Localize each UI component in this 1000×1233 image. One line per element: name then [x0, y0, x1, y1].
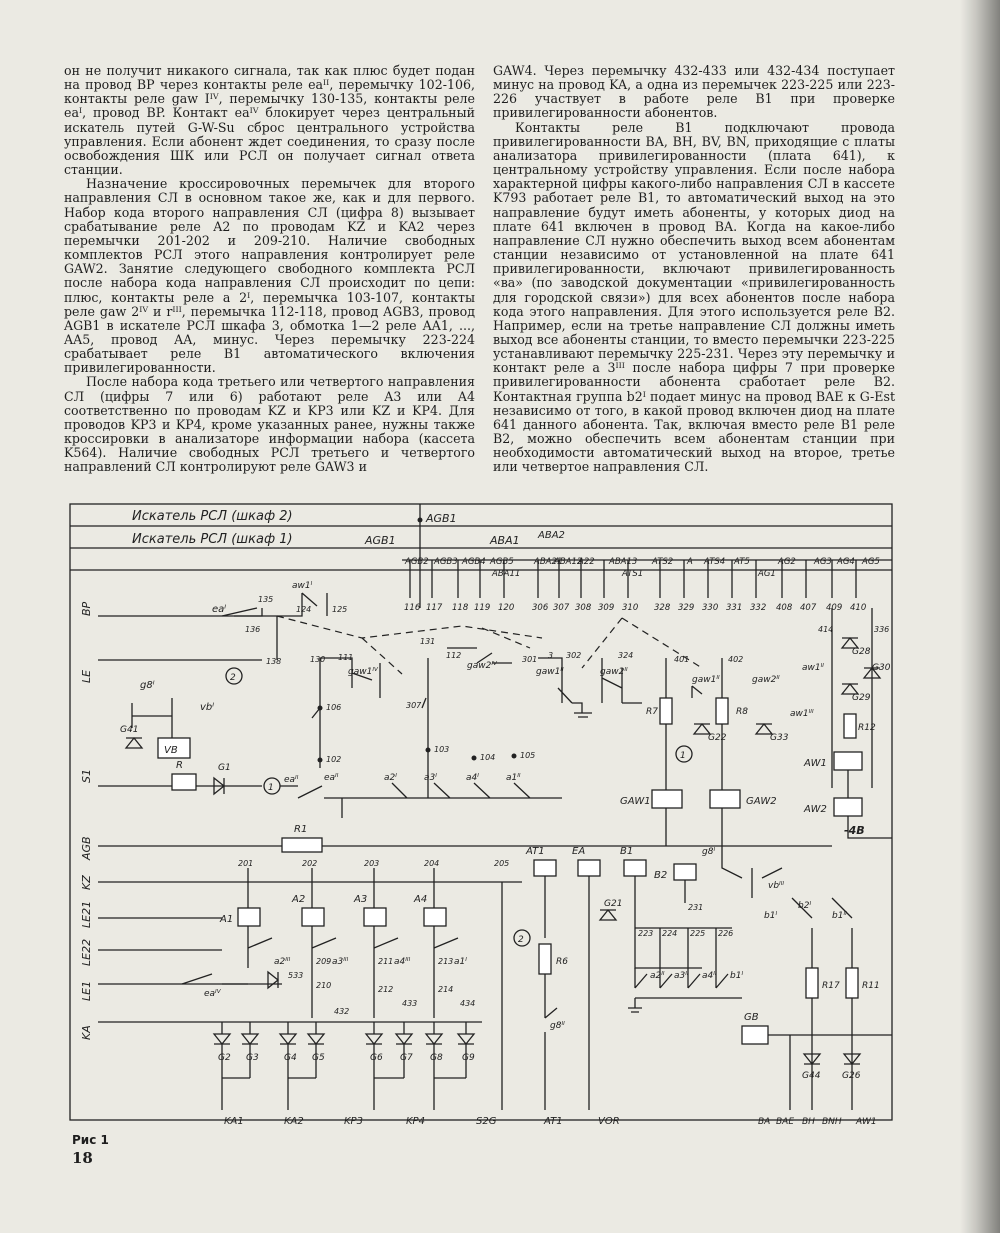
- relay-label: AW1: [804, 758, 827, 769]
- contact-g8-2: [545, 974, 557, 1110]
- paragraph: GAW4. Через перемычку 432-433 или 432-434 поступает минус на провод KA, а одна из перемычек 223-225 или 223-226 участвует в работе реле B1 при проверке привилегированности абонентов.: [493, 63, 895, 121]
- relay-gaw1: [652, 790, 682, 808]
- node-label: 224: [662, 929, 678, 938]
- tap-label: AG2: [778, 557, 796, 567]
- gaw-to-agb: [666, 808, 722, 846]
- contact-label: g8ᴵ: [702, 847, 716, 857]
- diode-label: G6: [370, 1053, 383, 1063]
- node-label: 112: [446, 651, 462, 660]
- node-label: 102: [326, 755, 342, 764]
- terminal-number: 407: [800, 603, 817, 613]
- resistor-r12: [844, 714, 856, 738]
- contact-label: a2ᴵᴵᴵ: [274, 957, 291, 967]
- terminal-number: 309: [598, 603, 615, 613]
- contact-gaw2-2: [602, 658, 642, 703]
- tap-label: AT5: [734, 557, 750, 567]
- relay-aw2: [834, 798, 862, 816]
- diode-g8: [426, 1034, 442, 1044]
- relay-label: GAW1: [620, 796, 651, 807]
- node-label: 125: [332, 605, 348, 614]
- text-column-left: [64, 64, 475, 475]
- diode-g3: [242, 1034, 258, 1044]
- supply-label: -4B: [844, 824, 865, 837]
- diode-g9: [458, 1034, 474, 1044]
- diode-g6: [366, 1034, 382, 1044]
- node-label: 136: [245, 625, 261, 634]
- resistor-r1: [282, 838, 322, 852]
- terminal-number: 329: [678, 603, 695, 613]
- contact-label: a1ᴵᴵ: [506, 773, 521, 783]
- diode-g21: [600, 910, 616, 920]
- resistor-label: R11: [862, 981, 880, 991]
- contact-label: a4ᴵᴵᴵ: [394, 957, 411, 967]
- relay-label: VB: [164, 745, 178, 756]
- relay-a3: [364, 908, 386, 926]
- circuit-schematic: [62, 498, 900, 1130]
- bottom-label: VOR: [598, 1116, 620, 1127]
- node-label: 104: [480, 753, 496, 762]
- node-label: 432: [334, 1007, 350, 1016]
- text-e6bc64: 2: [518, 935, 524, 945]
- tap-label: ABA12: [554, 557, 583, 567]
- node-label: 212: [378, 985, 394, 994]
- relay-aw1: [834, 752, 862, 770]
- contact-label: b2ᴵ: [798, 901, 812, 911]
- node-label: 201: [238, 859, 254, 868]
- relay-label: GAW2: [746, 796, 777, 807]
- terminal-number: 410: [850, 603, 867, 613]
- resistor-label: R7: [646, 707, 658, 717]
- wire-gb: [768, 998, 892, 1110]
- contact-label: eaᴵⱽ: [204, 989, 221, 999]
- terminal-number: 308: [575, 603, 592, 613]
- contact-label: a4ᴵ: [466, 773, 479, 783]
- contact-label: gaw1ᴵᴵ: [692, 675, 720, 685]
- node-label: 226: [718, 929, 734, 938]
- contact-label: a3ᴵᴵ: [674, 971, 689, 981]
- diode-533: [268, 972, 278, 988]
- resistor-r6: [539, 944, 551, 974]
- terminal-number: 119: [474, 603, 491, 613]
- node-label: 202: [302, 859, 318, 868]
- bottom-labels: [224, 1116, 877, 1127]
- node-label: 402: [728, 655, 744, 664]
- node-label: 105: [520, 751, 536, 760]
- contact-label: eaᴵᴵ: [324, 773, 339, 783]
- node-label: 124: [296, 605, 312, 614]
- diode-label: G29: [852, 693, 871, 703]
- node-label: 106: [326, 703, 342, 712]
- side-label: BP: [80, 601, 93, 616]
- tap-label: A: [687, 557, 693, 567]
- contact-label: aw1ᴵ: [292, 581, 313, 591]
- bottom-label: BNH: [822, 1117, 842, 1127]
- side-labels: [80, 601, 93, 1040]
- diode-label: G8: [430, 1053, 443, 1063]
- tap-label: AGB2: [405, 557, 429, 567]
- node-label: 336: [874, 625, 890, 634]
- node-label: 302: [566, 651, 582, 660]
- paragraph: После набора кода третьего или четвертого направления СЛ (цифры 7 или 6) работают реле A3 или A4 соответственно по проводам KZ и KP3 или KZ и KP4. Для проводов KP3 и KP4, кроме указанных ранее, нужны также кроссировки в анализаторе информации набора (кассета K564). Наличие свободных РСЛ третьего и четвертого направлений СЛ контролируют реле GAW3 и: [64, 374, 475, 475]
- bottom-label: KA2: [284, 1116, 304, 1127]
- contacts-a-row: [362, 783, 562, 798]
- side-label: KA: [80, 1025, 93, 1040]
- figure-caption: Рис 1: [72, 1133, 109, 1147]
- paragraph: Контакты реле B1 подключают провода привилегированности BA, BH, BV, BN, приходящие с платы анализатора привилегированности (плата 641), к центральному устройству управления. Если после набора характерной цифры какого-либо направления СЛ в кассете K793 работает реле B1, то автоматический выход на это направление будут иметь абоненты, у которых диод на плате 641 включен в провод BA. Когда на какое-либо направление СЛ нужно обеспечить выход всем абонентам станции независимо от установленной на плате 641 привилегированности, включают привилегированность «ва» (по заводской документации «привилегированность для городской связи») для всех абонентов после набора кода этого направления. Для этого используется реле B2. Например, если на третье направление СЛ должны иметь выход все абоненты станции, то вместо перемычки 223-225 устанавливают перемычку 225-231. Через эту перемычку и контакт реле a 3ᴵᴵᴵ после набора цифры 7 при проверке привилегированности абонента сработает реле B2. Контактная группа b2ᴵ подает минус на провод BAE к G-Est независимо от того, в какой провод включен диод на плате 641 данного абонента. Так, включая вместо реле B1 реле B2, можно обеспечить всем абонентам станции при необходимости автоматический выход на второе, третье или четвертое направления СЛ.: [493, 119, 895, 475]
- node-label: 225: [690, 929, 706, 938]
- terminal-number: 408: [776, 603, 793, 613]
- bottom-label: KA1: [224, 1116, 244, 1127]
- contact-label: a2ᴵᴵ: [650, 971, 665, 981]
- diode-label: G4: [284, 1053, 297, 1063]
- node-label: 301: [522, 655, 538, 664]
- terminal-number: 409: [826, 603, 843, 613]
- contact-label: b1ᴵ: [730, 971, 744, 981]
- diode-label: G2: [218, 1053, 231, 1063]
- relay-label: A1: [220, 914, 234, 925]
- terminal-number: 331: [726, 603, 743, 613]
- relay-label: R: [176, 760, 183, 771]
- node-label: 434: [460, 999, 476, 1008]
- relay-b2: [674, 864, 696, 880]
- node-label: 209: [316, 957, 332, 966]
- side-label: LE1: [80, 980, 93, 1001]
- junction-dot: [418, 518, 423, 523]
- bottom-label: KP3: [344, 1116, 363, 1127]
- tap-label: AGB3: [434, 557, 458, 567]
- node-label: 111: [338, 653, 354, 662]
- contact-label: gaw1ᴵⱽ: [348, 667, 378, 677]
- side-label: LE22: [80, 938, 93, 966]
- relay-at1: [534, 860, 556, 876]
- wire-106-102: [312, 658, 320, 768]
- diode-g41: [126, 738, 142, 748]
- bottom-label: S2G: [476, 1116, 497, 1127]
- tap-label: ABA11: [492, 569, 521, 579]
- bus-tap-label: ABA1: [490, 534, 520, 547]
- terminal-number: 117: [426, 603, 443, 613]
- diode-g4: [280, 1034, 296, 1044]
- node-label: 433: [402, 999, 418, 1008]
- terminal-number: 306: [532, 603, 549, 613]
- node-label: 103: [434, 745, 450, 754]
- ground-icon: [574, 713, 592, 717]
- resistor-label: R6: [556, 957, 568, 967]
- diode-label: G3: [246, 1053, 259, 1063]
- diode-label: G26: [842, 1071, 861, 1081]
- contact-label: eaᴵᴵ: [284, 775, 299, 785]
- tap-label: ABA21: [534, 557, 563, 567]
- relay-a2: [302, 908, 324, 926]
- relay-label: A3: [354, 894, 368, 905]
- a-relay-group: [219, 859, 467, 1018]
- relay-label: EA: [572, 846, 586, 857]
- node-label: 307: [406, 701, 422, 710]
- contact-gaw1-2b: [692, 686, 702, 698]
- diode-label: G9: [462, 1053, 475, 1063]
- diode-g2: [214, 1034, 230, 1044]
- node-label: 210: [316, 981, 332, 990]
- contact-label: eaᴵ: [212, 604, 227, 615]
- junction-dot: [318, 758, 323, 763]
- contact-label: gaw2ᴵᴵ: [752, 675, 780, 685]
- node-label: 135: [258, 595, 274, 604]
- relay-a4: [424, 908, 446, 926]
- junction-dot: [472, 756, 477, 761]
- contact-label: a3ᴵ: [424, 773, 437, 783]
- junction-dot: [512, 754, 517, 759]
- terminal-number: 332: [750, 603, 767, 613]
- node-label: 205: [494, 859, 510, 868]
- tap-label: ATS2: [652, 557, 674, 567]
- diode-row: [214, 1022, 475, 1110]
- contact-label: a1ᴵ: [454, 957, 467, 967]
- relay-label: AW2: [804, 804, 827, 815]
- relay-gb: [742, 1026, 768, 1044]
- node-label: 401: [674, 655, 690, 664]
- contact-label: gaw1ᴵᴵ: [536, 667, 564, 677]
- side-label: LE: [80, 669, 93, 683]
- relay-a1: [238, 908, 260, 926]
- relay-label: GB: [744, 1012, 759, 1023]
- side-label: AGB: [80, 836, 93, 860]
- contact-label: a3ᴵᴵᴵ: [332, 957, 349, 967]
- contact-label: g8ᴵᴵ: [550, 1021, 565, 1031]
- wire-b: [635, 876, 685, 928]
- bus-label-top: Искатель РСЛ (шкаф 2): [132, 509, 293, 524]
- bus-tap-label: AGB1: [426, 512, 457, 525]
- terminal-number: 118: [452, 603, 469, 613]
- side-label: S1: [80, 769, 93, 783]
- tap-label: AG4: [837, 557, 855, 567]
- node-label: 414: [818, 625, 834, 634]
- page-edge-shadow: [960, 0, 1000, 1233]
- terminal-number: 120: [498, 603, 515, 613]
- contact-label: aw1ᴵᴵ: [802, 663, 824, 673]
- relay-b1: [624, 860, 646, 876]
- node-label: 231: [688, 903, 704, 912]
- contact-gaw1-4: [320, 658, 380, 698]
- relay-label: AT1: [526, 846, 545, 857]
- relay-label: A2: [292, 894, 306, 905]
- contact-ea4: [182, 974, 248, 984]
- tap-label: A22: [578, 557, 595, 567]
- resistor-r8: [716, 698, 728, 724]
- schematic-frame: [70, 504, 892, 1120]
- diode-label: G22: [708, 733, 727, 743]
- relay-label: A4: [414, 894, 428, 905]
- resistor-label: R17: [822, 981, 840, 991]
- bus-tap-label: AGB1: [365, 534, 396, 547]
- diode-label: G28: [852, 647, 871, 657]
- node-label: 204: [424, 859, 440, 868]
- diode-g7: [396, 1034, 412, 1044]
- resistor-r17: [806, 968, 818, 998]
- tap-label: AGB4: [462, 557, 486, 567]
- contact-label: vbᴵᴵᴵ: [768, 881, 785, 891]
- bus-tap-label: ABA2: [538, 530, 565, 541]
- diode-label: G41: [120, 725, 139, 735]
- paragraph: он не получит никакого сигнала, так как плюс будет подан на провод BP через контакты реле eaᴵᴵ, перемычку 102-106, контакты реле gaw Iᴵⱽ, перемычку 130-135, контакты реле eaᴵ, провод BP. Контакт eaᴵⱽ блокирует через центральный искатель путей G-W-Su сброс центрального устройства управления. Если абонент ждет соединения, то сразу после освобождения ШК или РСЛ он получает сигнал ответа станции.: [64, 63, 475, 178]
- tap-label: AGB5: [490, 557, 514, 567]
- relay-ea: [578, 860, 600, 876]
- junction-dot: [426, 748, 431, 753]
- relay-label: B1: [620, 846, 634, 857]
- bottom-label: AW1: [856, 1117, 877, 1127]
- diode-g5: [308, 1034, 324, 1044]
- bottom-label: AT1: [544, 1116, 563, 1127]
- text-column-right: [493, 64, 895, 475]
- diode-label: G5: [312, 1053, 325, 1063]
- bus-label-second: Искатель РСЛ (шкаф 1): [132, 532, 293, 547]
- contact-label: gaw2ᴵᴵ: [600, 667, 628, 677]
- contact-label: a2ᴵ: [384, 773, 397, 783]
- diode-label: G33: [770, 733, 789, 743]
- terminal-number: 310: [622, 603, 639, 613]
- node-label: 324: [618, 651, 634, 660]
- side-label: KZ: [80, 875, 93, 890]
- bottom-label: BA: [758, 1117, 771, 1127]
- tap-label: AG3: [814, 557, 832, 567]
- bottom-label: BH: [802, 1117, 815, 1127]
- diode-label: G30: [872, 663, 891, 673]
- bottom-label: BAE: [776, 1117, 795, 1127]
- terminal-number: 328: [654, 603, 671, 613]
- page-number: 18: [72, 1149, 93, 1167]
- terminal-number: 116: [404, 603, 421, 613]
- side-label: LE21: [80, 900, 93, 928]
- resistor-label: R8: [736, 707, 748, 717]
- diode-label: G1: [218, 763, 231, 773]
- diode-label: G44: [802, 1071, 821, 1081]
- tap-label: AG1: [758, 569, 776, 579]
- tap-label: ABA13: [609, 557, 638, 567]
- relay-label: B2: [654, 870, 668, 881]
- node-label: 533: [288, 971, 304, 980]
- text-2cf39b: 1: [268, 783, 274, 793]
- node-label: 3: [548, 651, 554, 660]
- node-label: 130: [310, 655, 326, 664]
- ground-icon: [628, 998, 642, 1012]
- tap-label: AG5: [862, 557, 880, 567]
- contact-label: b1ᴵ: [764, 911, 778, 921]
- terminal-numbers: [404, 603, 866, 613]
- resistor-label: R1: [294, 824, 308, 835]
- node-label: 214: [438, 985, 454, 994]
- node-label: 138: [266, 657, 282, 666]
- node-label: 203: [364, 859, 380, 868]
- diode-label: G21: [604, 899, 623, 909]
- contact-label: vbᴵ: [200, 702, 215, 713]
- contact-label: g8ᴵ: [140, 680, 155, 691]
- resistor-r7: [660, 698, 672, 724]
- diode-label: G7: [400, 1053, 413, 1063]
- terminal-number: 307: [553, 603, 570, 613]
- bottom-label: KP4: [406, 1116, 425, 1127]
- text-8b9a80: 1: [680, 751, 686, 761]
- resistor-r11: [846, 968, 858, 998]
- node-label: 213: [438, 957, 454, 966]
- tap-label: ATS1: [622, 569, 644, 579]
- relay-r: [172, 774, 196, 790]
- contact-label: b1ᴵᴵ: [832, 911, 847, 921]
- junction-dot: [318, 706, 323, 711]
- contact-ea2: [280, 786, 362, 818]
- text-0b50e7: 2: [230, 673, 236, 683]
- terminal-number: 330: [702, 603, 719, 613]
- contact-label: gaw2ᴵⱽ: [467, 661, 497, 671]
- resistor-label: R12: [858, 723, 876, 733]
- node-label: 131: [420, 637, 436, 646]
- node-label: 223: [638, 929, 654, 938]
- paragraph: Назначение кроссировочных перемычек для второго направления СЛ в основном такое же, как и для первого. Набор кода второго направления СЛ (цифра 8) вызывает срабатывание реле A2 по проводам KZ и KA2 через перемычки 201-202 и 209-210. Наличие свободных комплектов РСЛ этого направления контролирует реле GAW2. Занятие следующего свободного комплекта РСЛ после набора кода направления СЛ происходит по цепи: плюс, контакты реле a 2ᴵ, перемычка 103-107, контакты реле gaw 2ᴵⱽ и rᴵᴵᴵ, перемычка 112-118, провод AGB3, провод AGB1 в искателе РСЛ шкафа 3, обмотка 1—2 реле AA1, ..., AA5, провод AA, минус. Через перемычку 223-224 срабатывает реле B1 автоматического включения привилегированности.: [64, 176, 475, 376]
- relay-gaw2: [710, 790, 740, 808]
- node-label: 211: [378, 957, 394, 966]
- tap-label: ATS4: [704, 557, 726, 567]
- contact-label: aw1ᴵᴵᴵ: [790, 709, 814, 719]
- contact-label: a4ᴵᴵ: [702, 971, 717, 981]
